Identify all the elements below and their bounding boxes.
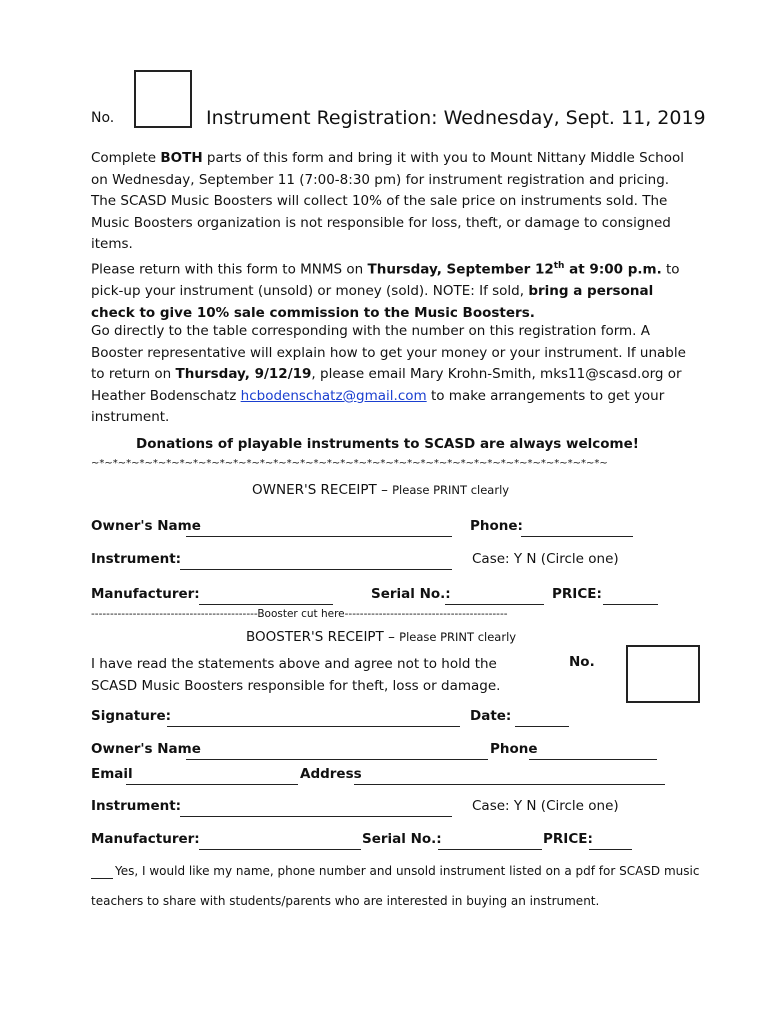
serial-field[interactable] <box>445 588 544 605</box>
booster-serial-field[interactable] <box>438 833 542 850</box>
booster-serial-label: Serial No.: <box>362 831 442 847</box>
date-label: Date: <box>470 708 512 724</box>
address-field[interactable] <box>354 768 665 785</box>
consent-text-line-1: Yes, I would like my name, phone number and unsold instrument listed on a pdf for SCASD music <box>115 864 700 878</box>
email-label: Email <box>91 766 133 782</box>
intro-paragraph-2: The SCASD Music Boosters will collect 10% of the sale price on instruments sold. The Music Boosters organization is not responsible for loss, theft, or damage to consigned items. <box>91 193 671 253</box>
intro-paragraph-4: Go directly to the table corresponding with the number on this registration form. A Booster representative will explain how to get your money or your instrument. If unable to return on Thursday, 9/12/19, please email Mary Krohn-Smith, mks11@scasd.org or Heather Bodenschatz hcbodenschatz@gmail.com to make arrangements to get your instrument. <box>91 323 686 426</box>
booster-owner-name-field[interactable] <box>186 743 488 760</box>
manufacturer-field[interactable] <box>199 588 333 605</box>
serial-label: Serial No.: <box>371 586 451 602</box>
owner-name-label: Owner's Name <box>91 518 201 534</box>
no-label: No. <box>91 110 115 126</box>
price-label: PRICE: <box>552 586 602 602</box>
page-title: Instrument Registration: Wednesday, Sept. 11, 2019 <box>206 107 706 129</box>
booster-price-label: PRICE: <box>543 831 593 847</box>
date-field[interactable] <box>515 710 569 727</box>
booster-phone-label: Phone <box>490 741 538 757</box>
case-circle[interactable]: Case: Y N (Circle one) <box>472 551 619 567</box>
donations-note: Donations of playable instruments to SCASD are always welcome! <box>136 436 639 452</box>
signature-field[interactable] <box>167 710 460 727</box>
booster-instrument-field[interactable] <box>180 800 452 817</box>
booster-case-circle[interactable]: Case: Y N (Circle one) <box>472 798 619 814</box>
consent-text-line-2: teachers to share with students/parents who are interested in buying an instrument. <box>91 894 600 908</box>
intro-paragraph-1: Complete BOTH parts of this form and bring it with you to Mount Nittany Middle School on Wednesday, September 11 (7:00-8:30 pm) for instrument registration and pricing. <box>91 150 684 188</box>
manufacturer-label: Manufacturer: <box>91 586 200 602</box>
price-field[interactable] <box>603 588 658 605</box>
instrument-label: Instrument: <box>91 551 182 567</box>
booster-no-label: No. <box>569 654 595 670</box>
booster-manufacturer-field[interactable] <box>199 833 361 850</box>
booster-price-field[interactable] <box>589 833 632 850</box>
tilde-divider: ~*~*~*~*~*~*~*~*~*~*~*~*~*~*~*~*~*~*~*~*~*~*~*~*~*~*~*~*~*~*~*~*~*~*~*~*~*~*~ <box>91 458 608 469</box>
booster-receipt-title: BOOSTER'S RECEIPT – Please PRINT clearly <box>246 629 517 645</box>
email-field[interactable] <box>126 768 298 785</box>
registration-number-box[interactable] <box>134 70 192 128</box>
booster-owner-name-label: Owner's Name <box>91 741 201 757</box>
address-label: Address <box>300 766 362 782</box>
owner-name-field[interactable] <box>186 520 452 537</box>
intro-paragraph-3: Please return with this form to MNMS on Thursday, September 12th at 9:00 p.m. to pick-up your instrument (unsold) or money (sold). NOTE: If sold, bring a personal check to give 10% sale commission to the Music Boosters. <box>91 261 680 321</box>
booster-statement: I have read the statements above and agree not to hold the SCASD Music Boosters responsible for theft, loss or damage. <box>91 656 501 694</box>
consent-checkline[interactable] <box>91 864 113 879</box>
booster-phone-field[interactable] <box>529 743 657 760</box>
phone-field[interactable] <box>521 520 633 537</box>
instrument-field[interactable] <box>180 553 452 570</box>
phone-label: Phone: <box>470 518 523 534</box>
owner-receipt-title: OWNER'S RECEIPT – Please PRINT clearly <box>252 482 510 498</box>
signature-label: Signature: <box>91 708 172 724</box>
booster-instrument-label: Instrument: <box>91 798 182 814</box>
booster-cut-line: --------------------------------------------Booster cut here------------------------------------------- <box>91 608 508 620</box>
email-link[interactable]: hcbodenschatz@gmail.com <box>240 387 427 404</box>
booster-number-box[interactable] <box>626 645 700 703</box>
booster-manufacturer-label: Manufacturer: <box>91 831 200 847</box>
